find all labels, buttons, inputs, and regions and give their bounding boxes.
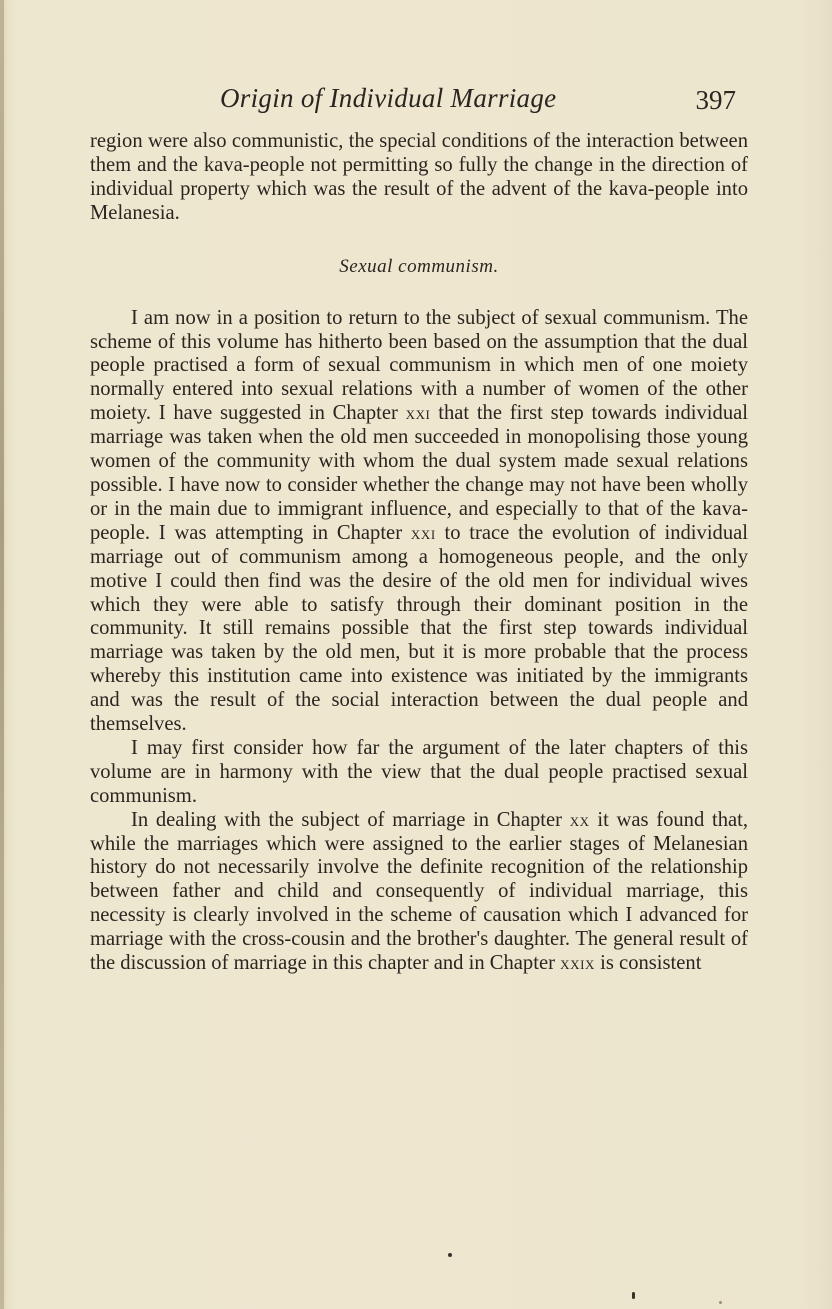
ink-speck bbox=[448, 1253, 452, 1257]
chapter-reference: xxi bbox=[410, 522, 436, 544]
running-title: Origin of Individual Marriage bbox=[220, 83, 557, 113]
paragraph-text: it was found that, while the marriages which were assigned to the earlier stages of Melanesian history do not necessarily involve the definite recognition of the relationship between father and child and consequently of individual marriage, this necessity is clearly involved in the scheme of causation which I advanced for marriage with the cross-cousin and the brother's daughter. The general result of the discussion of marriage in this chapter and in Chapter bbox=[90, 808, 749, 975]
section-heading: Sexual communism. bbox=[339, 255, 499, 277]
chapter-reference: xxi bbox=[405, 403, 431, 425]
paragraph-marriage bbox=[90, 809, 748, 976]
page-gutter-shadow bbox=[0, 0, 4, 1309]
paragraph-text: to trace the evolution of individual marriage out of communism among a homogeneous people, and the only motive I could then find was the desire of the old men for individual wives which they were able to satisfy through their dominant position in the community. It still remains possible that the first step towards individual marriage was taken by the old men, but it is more probable that the process whereby this institution came into existence was initiated by the immigrants and was the result of the social interaction between the dual people and themselves. bbox=[90, 521, 749, 736]
chapter-reference: xx bbox=[569, 809, 590, 831]
paragraph-text: that the first step towards individual marriage was taken when the old men succeeded in monopolising those young women of the community with whom the dual system made sexual relations possible. I have now to consider whether the change may not have been wholly or in the main due to immigrant influence, and especially to that of the kava-people. I was attempting in Chapter bbox=[90, 402, 748, 544]
ink-speck bbox=[719, 1301, 722, 1304]
paragraph-text: In dealing with the subject of marriage in Chapter bbox=[131, 808, 570, 831]
paragraph-text: I am now in a position to return to the subject of sexual communism. The scheme of this volume has hitherto been based on the assumption that the dual people practised a form of sexual communism in which men of one moiety normally entered into sexual relations with a number of women of the other moiety. I have suggested in Chapter bbox=[90, 306, 748, 425]
paragraph-continued: region were also communistic, the special conditions of the interaction between them and the kava-people not permitting so fully the change in the direction of individual property which was the result of the advent of the kava-people into Melanesia. bbox=[90, 130, 748, 224]
paragraph-harmony: I may first consider how far the argument of the later chapters of this volume are in harmony with the view that the dual people practised sexual communism. bbox=[90, 736, 748, 807]
paragraph-sexual-communism bbox=[90, 307, 748, 737]
paragraph-text: is consistent bbox=[595, 952, 702, 975]
ink-speck bbox=[632, 1292, 635, 1299]
body-text bbox=[90, 130, 748, 976]
page-number: 397 bbox=[695, 85, 736, 115]
chapter-reference: xxix bbox=[560, 953, 596, 975]
running-head bbox=[90, 80, 748, 120]
